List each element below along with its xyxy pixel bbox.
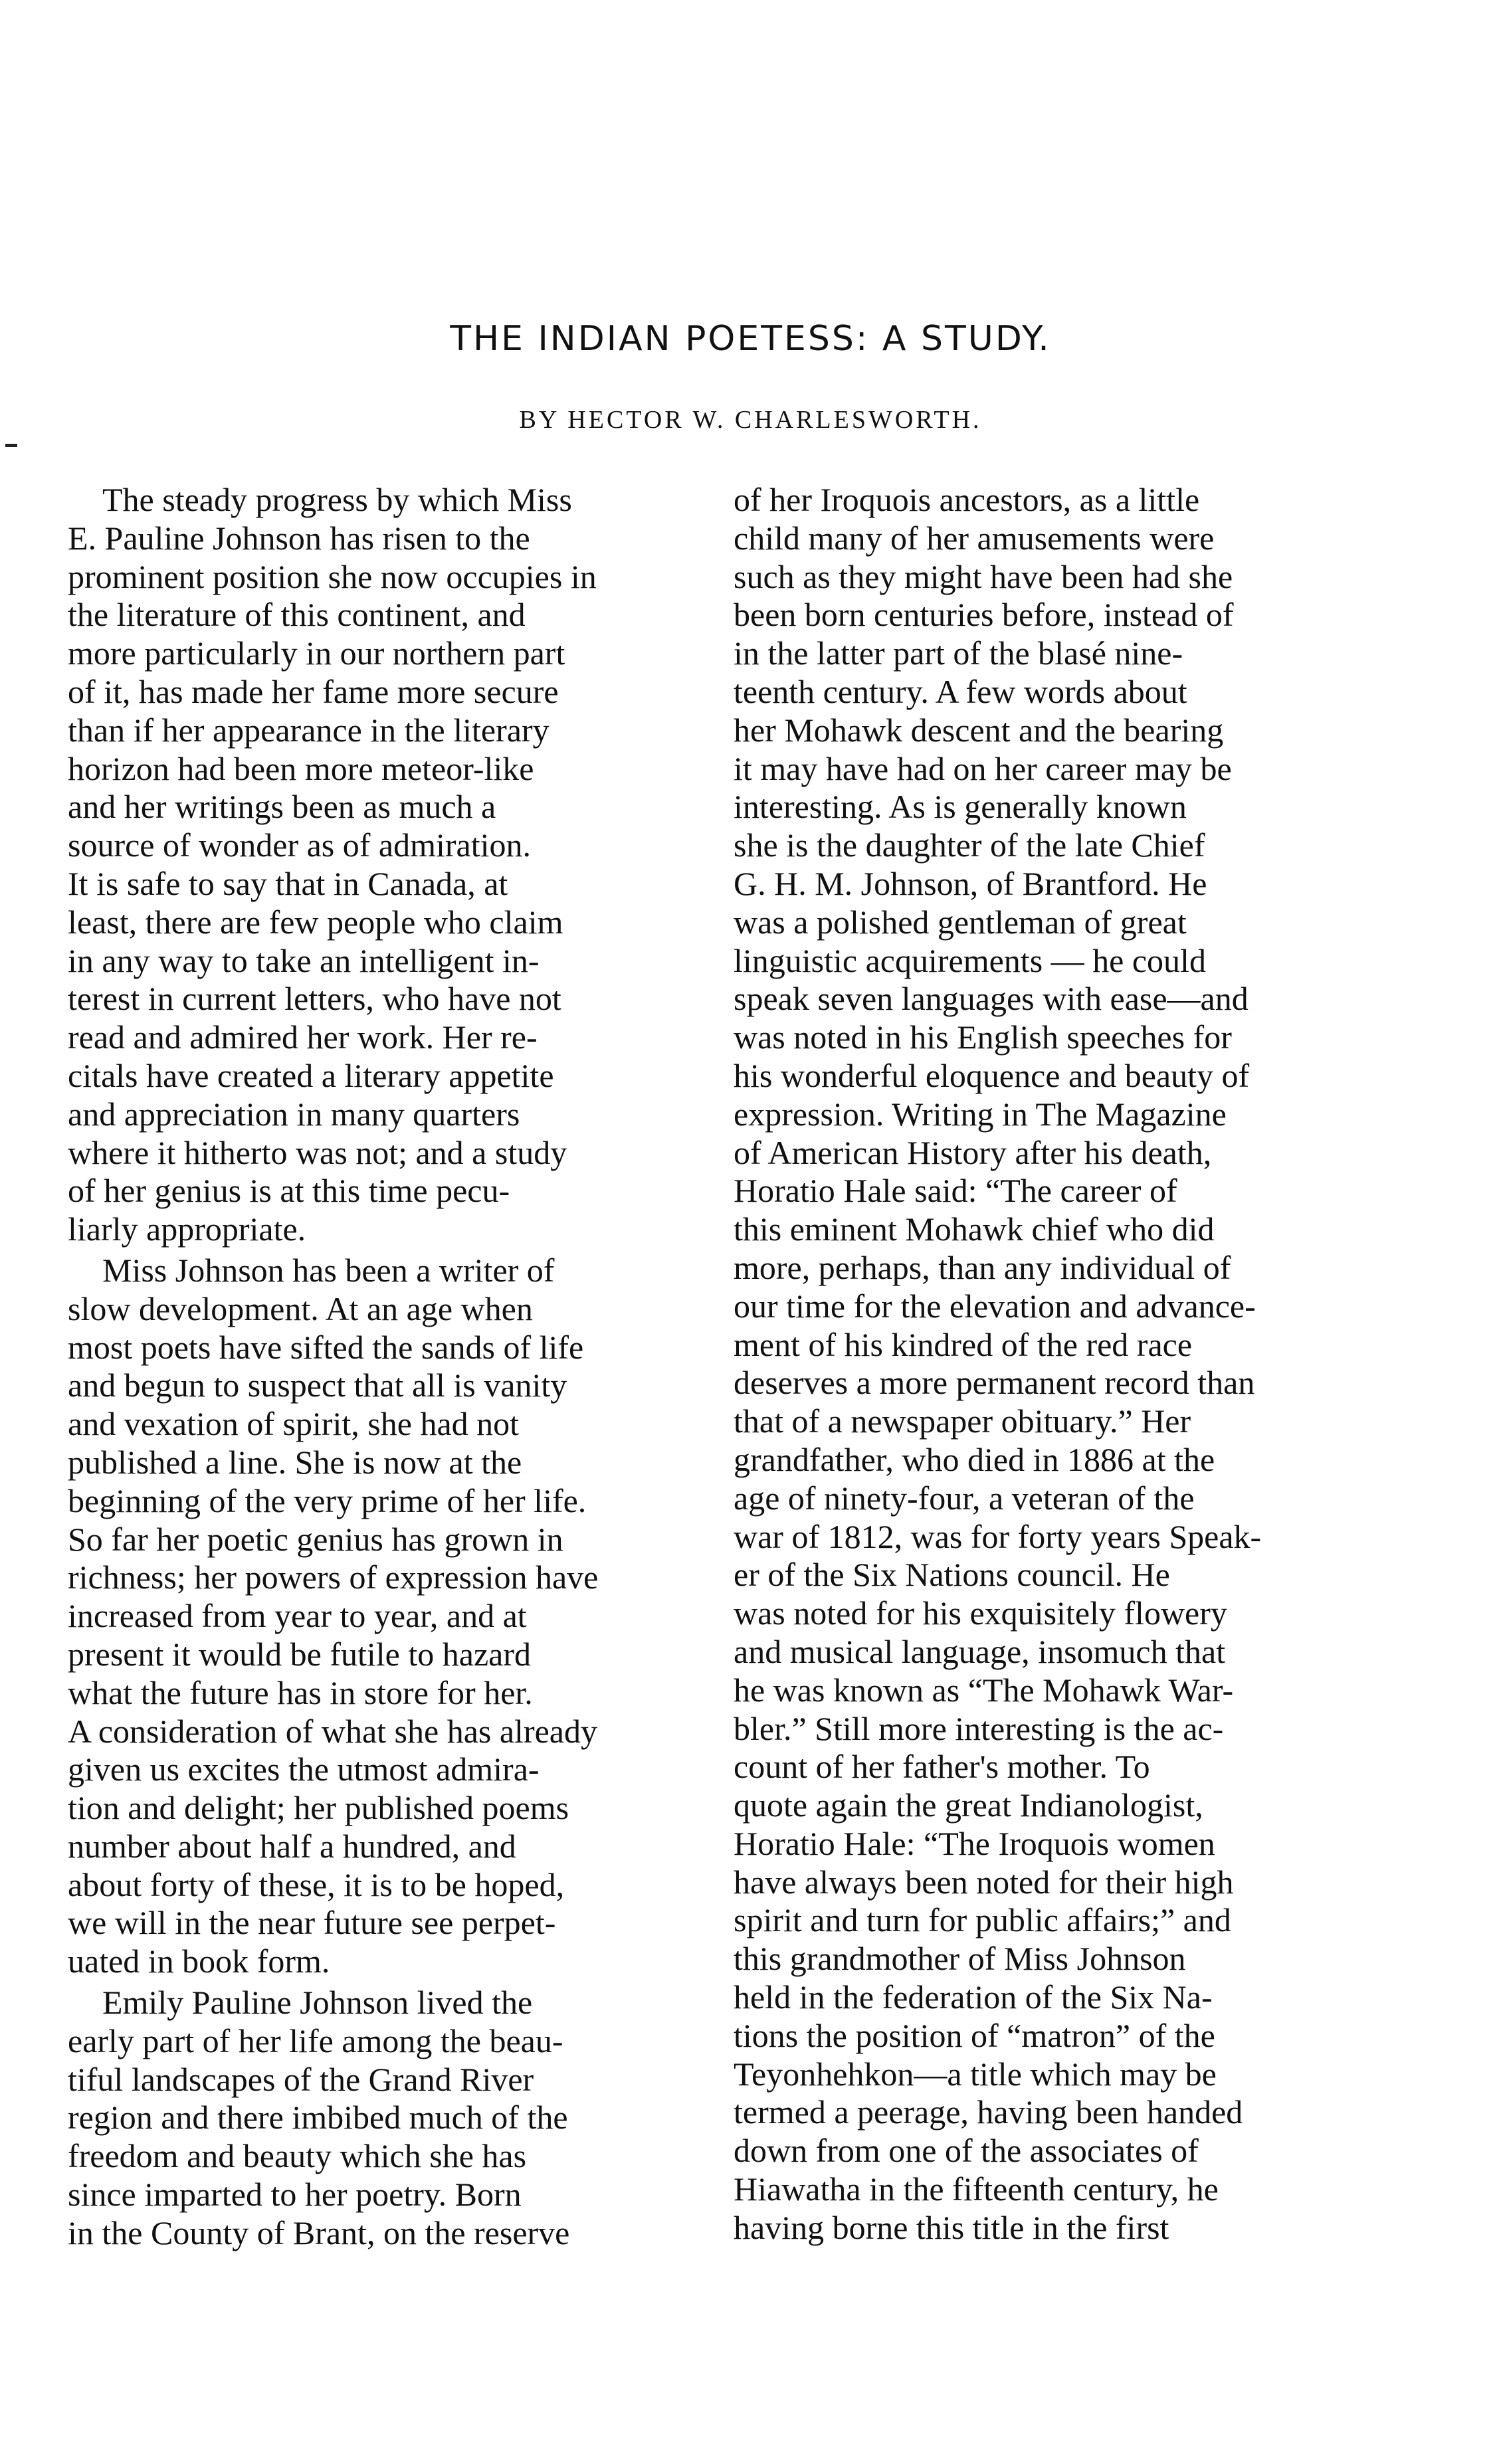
- column-left: [68, 481, 692, 2253]
- paragraph: The steady progress by which Miss E. Pauline Johnson has risen to the prominent position she now occupies in the literature of this continent, and more particularly in our northern part of it, has made her fame more secure than if her appearance in the literary horizon had been more meteor-like and her writings been as much a source of wonder as of admiration. It is safe to say that in Canada, at least, there are few people who claim in any way to take an intelligent in- terest in current letters, who have not read and admired her work. Her re- citals have created a literary appetite and appreciation in many quarters where it hitherto was not; and a study of her genius is at this time pecu- liarly appropriate.: [68, 481, 597, 1248]
- paragraph: Miss Johnson has been a writer of slow development. At an age when most poets have sifted the sands of life and begun to suspect that all is vanity and vexation of spirit, she had not published a line. She is now at the beginning of the very prime of her life. So far her poetic genius has grown in richness; her powers of expression have increased from year to year, and at present it would be futile to hazard what the future has in store for her. A consideration of what she has already given us excites the utmost admira- tion and delight; her published poems number about half a hundred, and about forty of these, it is to be hoped, we will in the near future see perpet- uated in book form.: [68, 1251, 599, 1980]
- paragraph: Emily Pauline Johnson lived the early part of her life among the beau- tiful landscapes of the Grand River region and there imbibed much of the freedom and beauty which she has since imparted to her poetry. Born in the County of Brant, on the reserve: [68, 1984, 570, 2251]
- margin-mark: [5, 444, 17, 447]
- article-byline: BY HECTOR W. CHARLESWORTH.: [519, 406, 982, 434]
- paragraph: of her Iroquois ancestors, as a little child many of her amusements were such as they might have been had she been born centuries before, instead of in the latter part of the blasé nine- teenth century. A few words about her Mohawk descent and the bearing it may have had on her career may be interesting. As is generally known she is the daughter of the late Chief G. H. M. Johnson, of Brantford. He was a polished gentleman of great linguistic acquirements — he could speak seven languages with ease—and was noted in his English speeches for his wonderful eloquence and beauty of expression. Writing in The Magazine of American History after his death, Horatio Hale said: “The career of this eminent Mohawk chief who did more, perhaps, than any individual of our time for the elevation and advance- ment of his kindred of the red race deserves a more permanent record than that of a newspaper obituary.” Her grandfather, who died in 1886 at the age of ninety-four, a veteran of the war of 1812, was for forty years Speak- er of the Six Nations council. He was noted for his exquisitely flowery and musical language, insomuch that he was known as “The Mohawk War- bler.” Still more interesting is the ac- count of her father's mother. To quote again the great Indianologist, Horatio Hale: “The Iroquois women have always been noted for their high spirit and turn for public affairs;” and this grandmother of Miss Johnson held in the federation of the Six Na- tions the position of “matron” of the Teyonhehkon—a title which may be termed a peerage, having been handed down from one of the associates of Hiawatha in the fifteenth century, he having borne this title in the first: [734, 481, 1262, 2246]
- article-title: THE INDIAN POETESS: A STUDY.: [450, 319, 1051, 359]
- column-right: [734, 481, 1361, 2247]
